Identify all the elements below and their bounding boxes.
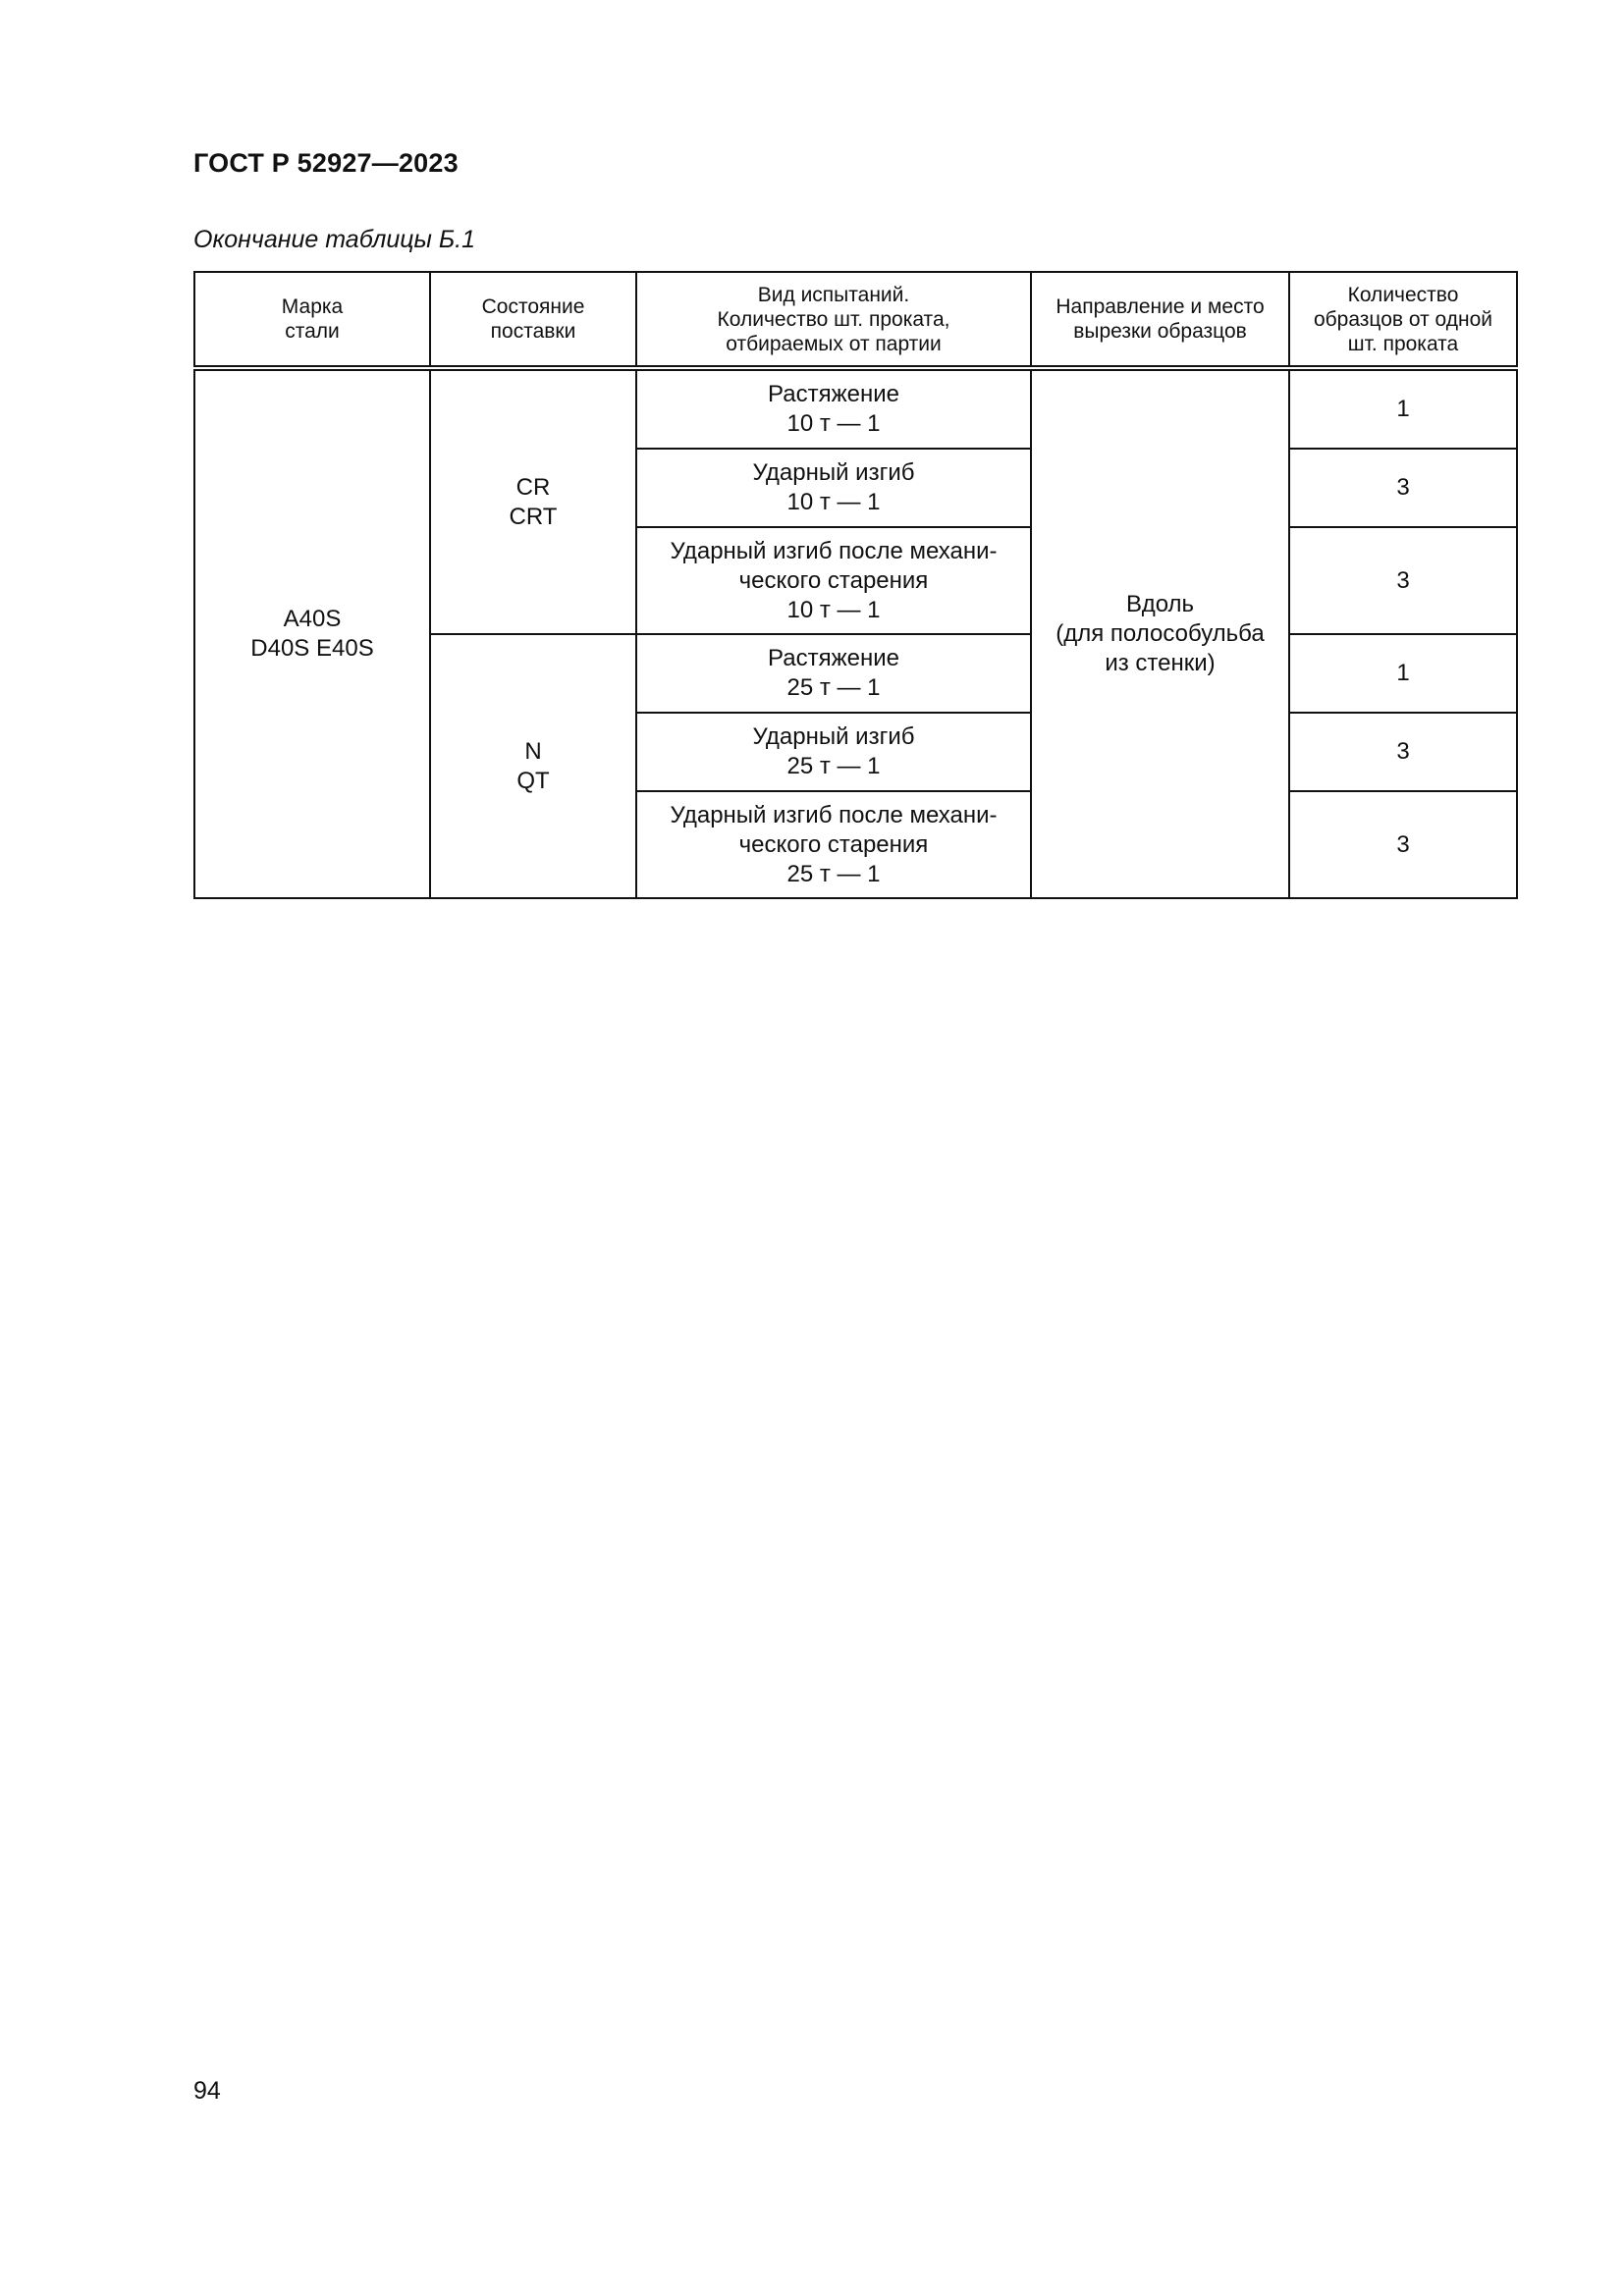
steel-grade-cell: A40S D40S E40S: [194, 368, 430, 898]
page-number: 94: [193, 2077, 221, 2105]
specimen-count-cell: 3: [1289, 527, 1517, 634]
test-type-cell: Ударный изгиб 25 т — 1: [636, 713, 1031, 791]
specimen-count-cell: 3: [1289, 791, 1517, 898]
column-header-delivery-condition: Состояние поставки: [430, 272, 636, 368]
column-header-steel-grade: Марка стали: [194, 272, 430, 368]
test-type-cell: Ударный изгиб после механи- ческого старения 25 т — 1: [636, 791, 1031, 898]
table-header-row: [194, 272, 1517, 368]
cut-direction-cell: Вдоль (для полособульба из стенки): [1031, 368, 1289, 898]
delivery-condition-cell: N QT: [430, 634, 636, 898]
test-type-cell: Ударный изгиб после механи- ческого старения 10 т — 1: [636, 527, 1031, 634]
specimen-count-cell: 1: [1289, 634, 1517, 713]
test-type-cell: Ударный изгиб 10 т — 1: [636, 449, 1031, 527]
column-header-specimen-count: Количество образцов от одной шт. проката: [1289, 272, 1517, 368]
delivery-condition-cell: CR CRT: [430, 368, 636, 634]
column-header-cut-direction: Направление и место вырезки образцов: [1031, 272, 1289, 368]
table-caption: Окончание таблицы Б.1: [193, 226, 475, 253]
test-type-cell: Растяжение 25 т — 1: [636, 634, 1031, 713]
specimen-count-cell: 1: [1289, 368, 1517, 449]
table-row: [194, 368, 1517, 449]
column-header-test-type: Вид испытаний. Количество шт. проката, отбираемых от партии: [636, 272, 1031, 368]
specimen-table: [193, 271, 1518, 899]
specimen-count-cell: 3: [1289, 449, 1517, 527]
test-type-cell: Растяжение 10 т — 1: [636, 368, 1031, 449]
specimen-count-cell: 3: [1289, 713, 1517, 791]
document-standard-title: ГОСТ Р 52927—2023: [193, 148, 459, 178]
